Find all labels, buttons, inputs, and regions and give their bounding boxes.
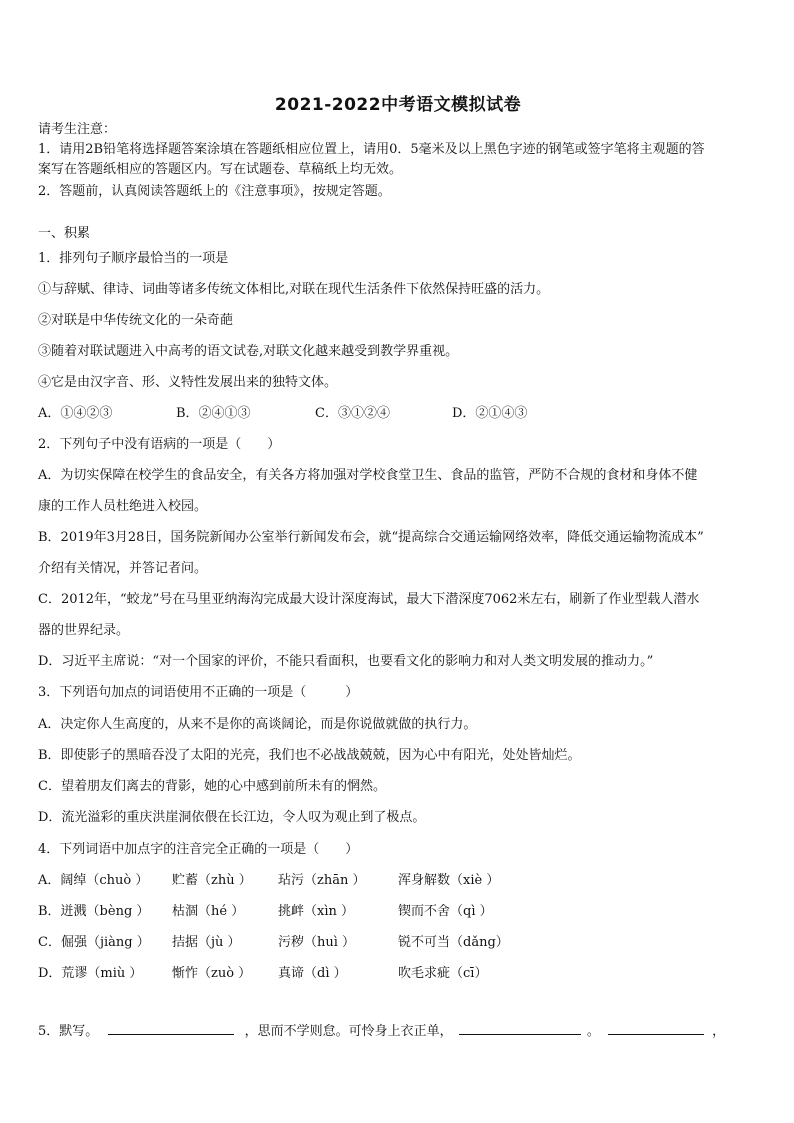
q4-a-word-3: 玷污（zhān ）: [278, 873, 366, 888]
notice-item-1-line-1: 1．请用2B铅笔将选择题答案涂填在答题纸相应位置上，请用0．5毫米及以上黑色字迹的钢笔或签字笔将主观题的答: [38, 142, 705, 157]
q1-sentence-3: ③随着对联试题进入中高考的语文试卷,对联文化越来越受到教学界重视。: [38, 344, 459, 359]
q4-a-word-1: A．阔绰（chuò ）: [38, 873, 149, 888]
q4-b-word-4: 锲而不舍（qì ）: [398, 904, 493, 919]
q3-option-a: A．决定你人生高度的，从来不是你的高谈阔论，而是你说做就做的执行力。: [38, 717, 477, 732]
q2-option-a-line-1: A．为切实保障在校学生的食品安全，有关各方将加强对学校食堂卫生、食品的监管，严防不合规的食材和身体不健: [38, 468, 698, 483]
q5-text-2: 。: [586, 1024, 600, 1039]
q4-b-word-3: 挑衅（xìn ）: [278, 904, 354, 919]
q1-stem: 1．排列句子顺序最恰当的一项是: [38, 251, 229, 266]
q4-c-word-3: 污秽（huì ）: [278, 935, 356, 950]
q1-sentence-1: ①与辞赋、律诗、词曲等诸多传统文体相比,对联在现代生活条件下依然保持旺盛的活力。: [38, 282, 550, 297]
q1-option-a: A．①④②③: [38, 406, 113, 421]
q4-a-word-4: 浑身解数（xiè ）: [398, 873, 500, 888]
q3-stem: 3．下列语句加点的词语使用不正确的一项是（ ）: [38, 685, 359, 700]
q5-prefix: 5．默写。: [38, 1024, 99, 1039]
notice-item-1-line-2: 案写在答题纸相应的答题区内。写在试题卷、草稿纸上均无效。: [38, 162, 403, 177]
section-heading-accumulation: 一、积累: [38, 226, 91, 241]
q1-sentence-2: ②对联是中华传统文化的一朵奇葩: [38, 313, 234, 328]
notice-item-2: 2．答题前，认真阅读答题纸上的《注意事项》，按规定答题。: [38, 184, 391, 199]
page-title: 2021-2022中考语文模拟试卷: [274, 95, 522, 115]
q1-option-c: C．③①②④: [315, 406, 390, 421]
q2-option-b-line-2: 介绍有关情况，并答记者问。: [38, 561, 208, 576]
q5-blank-2[interactable]: [459, 1020, 581, 1035]
q4-d-word-3: 真谛（dì ）: [278, 966, 347, 981]
q4-stem: 4．下列词语中加点字的注音完全正确的一项是（ ）: [38, 842, 359, 857]
q4-a-word-2: 贮蓄（zhù ）: [172, 873, 252, 888]
q2-option-c-line-2: 器的世界纪录。: [38, 623, 130, 638]
q3-option-c: C．望着朋友们离去的背影，她的心中感到前所未有的惘然。: [38, 779, 386, 794]
q5-blank-3[interactable]: [608, 1020, 704, 1035]
q4-b-word-1: B．迸溅（bèng ）: [38, 904, 150, 919]
q4-d-word-4: 吹毛求疵（cī）: [398, 966, 488, 981]
q5-line: [38, 1020, 725, 1041]
q3-option-d: D．流光溢彩的重庆洪崖洞依偎在长江边，令人叹为观止到了极点。: [38, 810, 426, 825]
q3-option-b: B．即使影子的黑暗吞没了太阳的光亮，我们也不必战战兢兢，因为心中有阳光，处处皆灿烂。: [38, 748, 581, 763]
q2-option-b-line-1: B．2019年3月28日，国务院新闻办公室举行新闻发布会，就“提高综合交通运输网络效率，降低交通运输物流成本”: [38, 530, 704, 545]
q1-option-b: B．②④①③: [176, 406, 251, 421]
q4-c-word-2: 拮据（jù ）: [172, 935, 241, 950]
q2-option-a-line-2: 康的工作人员杜绝进入校园。: [38, 499, 208, 514]
q5-text-1: ，思而不学则怠。可怜身上衣正单，: [244, 1024, 453, 1039]
notice-heading: 请考生注意：: [38, 122, 117, 137]
q4-d-word-2: 惭怍（zuò ）: [172, 966, 252, 981]
q5-text-3: ，: [712, 1024, 726, 1039]
q4-b-word-2: 枯涸（hé ）: [172, 904, 245, 919]
q2-stem: 2．下列句子中没有语病的一项是（ ）: [38, 437, 281, 452]
q1-option-d: D．②①④③: [452, 406, 528, 421]
q2-option-c-line-1: C．2012年，“蛟龙”号在马里亚纳海沟完成最大设计深度海试，最大下潜深度7062米左右，刷新了作业型载人潜水: [38, 592, 700, 607]
q4-d-word-1: D．荒谬（miù ）: [38, 966, 143, 981]
q5-blank-1[interactable]: [108, 1020, 234, 1035]
q2-option-d: D．习近平主席说：“对一个国家的评价，不能只看面积，也要看文化的影响力和对人类文明发展的推动力。”: [38, 654, 654, 669]
q4-c-word-1: C．倔强（jiàng ）: [38, 935, 150, 950]
q4-c-word-4: 锐不可当（dǎng）: [398, 935, 509, 950]
q1-sentence-4: ④它是由汉字音、形、义特性发展出来的独特文体。: [38, 375, 338, 390]
